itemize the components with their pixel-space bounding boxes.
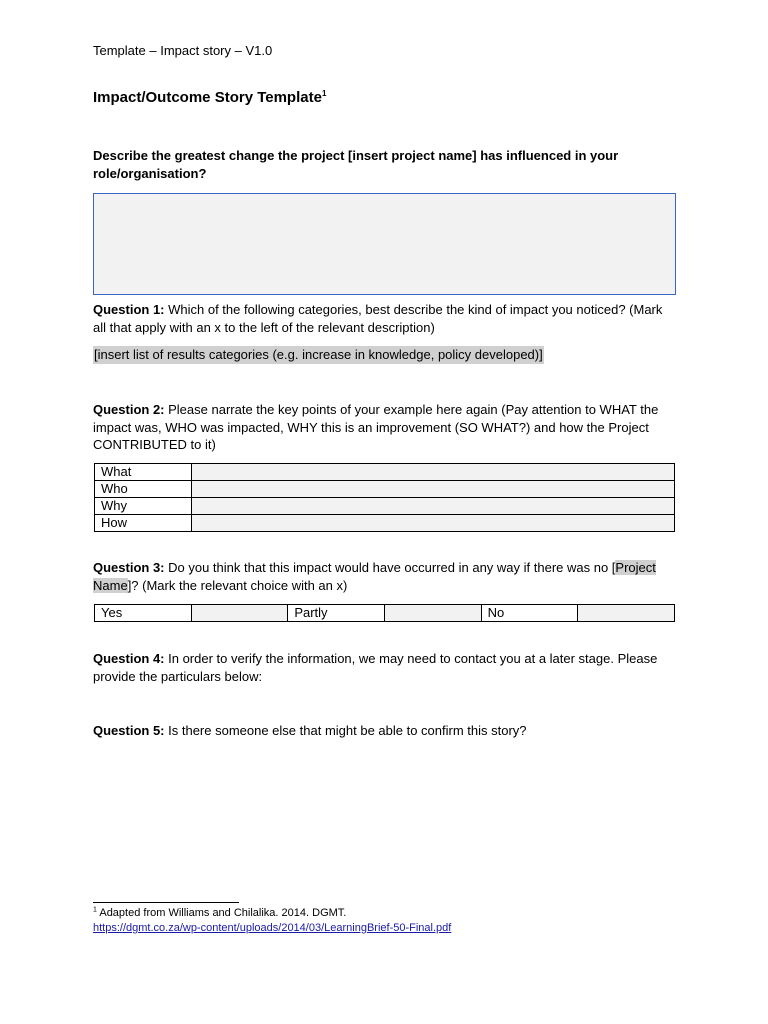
answer-cell-how[interactable] (192, 515, 675, 532)
question-3-choice-table (94, 604, 675, 622)
choice-mark-yes[interactable] (191, 605, 288, 622)
question-4-label: Question 4: (93, 651, 165, 666)
footnote-separator (93, 902, 239, 903)
question-2-label: Question 2: (93, 402, 165, 417)
row-label-what: What (95, 464, 192, 481)
question-2 (93, 401, 673, 454)
question-4-text: In order to verify the information, we may need to contact you at a later stage. Please provide the particulars below: (93, 651, 658, 684)
title-footnote-marker[interactable]: 1 (321, 89, 327, 98)
question-3-text-before: Do you think that this impact would have occurred in any way if there was no [ (164, 560, 616, 575)
row-label-who: Who (95, 481, 192, 498)
question-5-label: Question 5: (93, 723, 165, 738)
table-row (95, 498, 675, 515)
row-label-why: Why (95, 498, 192, 515)
project-name-highlight[interactable]: Project Name (93, 560, 656, 593)
page-title (93, 89, 326, 107)
question-3-label: Question 3: (93, 560, 165, 575)
footnote-citation (93, 906, 451, 921)
question-1-text: Which of the following categories, best describe the kind of impact you noticed? (Mark all that apply with an x to the left of the relevant description) (93, 302, 663, 335)
question-2-text: Please narrate the key points of your example here again (Pay attention to WHAT the impact was, WHO was impacted, WHY this is an improvement (SO WHAT?) and how the Project CONTRIBUTED to it) (93, 402, 659, 452)
greatest-change-answer-box[interactable] (93, 193, 676, 295)
intro-question: Describe the greatest change the project [insert project name] has influenced in your role/organisation? (93, 148, 619, 181)
table-row (95, 605, 675, 622)
choice-label-no: No (481, 605, 578, 622)
choice-mark-no[interactable] (578, 605, 675, 622)
table-row (95, 481, 675, 498)
page-title-text: Impact/Outcome Story Template (93, 89, 322, 106)
question-5-text: Is there someone else that might be able to confirm this story? (164, 723, 527, 738)
table-row (95, 515, 675, 532)
footnote-link-line (93, 921, 451, 936)
results-categories-placeholder[interactable]: [insert list of results categories (e.g. increase in knowledge, policy developed)] (94, 347, 543, 362)
answer-cell-what[interactable] (192, 464, 675, 481)
question-3 (93, 559, 673, 594)
footnote (93, 906, 451, 936)
choice-label-partly: Partly (288, 605, 385, 622)
answer-cell-why[interactable] (192, 498, 675, 515)
question-2-table (94, 463, 675, 532)
footnote-link[interactable]: https://dgmt.co.za/wp-content/uploads/2014/03/LearningBrief-50-Final.pdf (93, 922, 452, 934)
table-row (95, 464, 675, 481)
question-1-label: Question 1: (93, 302, 165, 317)
row-label-how: How (95, 515, 192, 532)
question-3-text-after: ]? (Mark the relevant choice with an x) (127, 577, 348, 593)
question-5 (93, 722, 673, 740)
question-4 (93, 650, 673, 685)
answer-cell-who[interactable] (192, 481, 675, 498)
choice-mark-partly[interactable] (385, 605, 482, 622)
choice-label-yes: Yes (95, 605, 192, 622)
footnote-marker: 1 (93, 906, 97, 914)
footnote-text: Adapted from Williams and Chilalika. 2014. DGMT. (96, 907, 347, 919)
question-1 (93, 301, 673, 336)
document-header: Template – Impact story – V1.0 (93, 43, 273, 58)
